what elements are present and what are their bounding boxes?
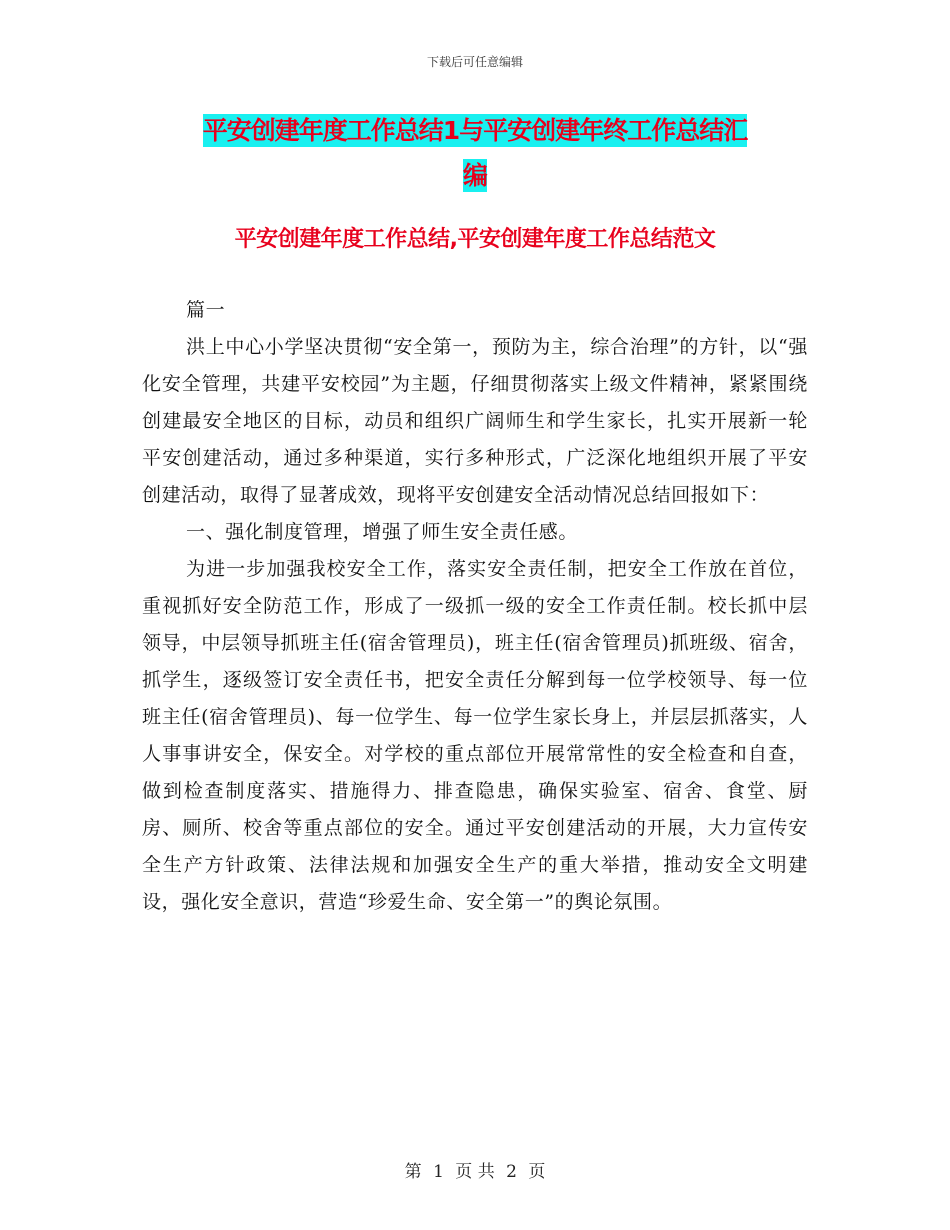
paragraph-body-1: 为进一步加强我校安全工作，落实安全责任制，把安全工作放在首位，重视抓好安全防范工作，形成了一级抓一级的安全工作责任制。校长抓中层领导，中层领导抓班主任(宿舍管理员)，班主任(宿舍管理员)抓班级、宿舍，抓学生，逐级签订安全责任书，把安全责任分解到每一位学校领导、每一位班主任(宿舍管理员)、每一位学生、每一位学生家长身上，并层层抓落实，人人事事讲安全，保安全。对学校的重点部位开展常常性的安全检查和自查，做到检查制度落实、措施得力、排查隐患，确保实验室、宿舍、食堂、厨房、厕所、校舍等重点部位的安全。通过平安创建活动的开展，大力宣传安全生产方针政策、法律法规和加强安全生产的重大举措，推动安全文明建设，强化安全意识，营造“珍爱生命、安全第一”的舆论氛围。 xyxy=(142,558,808,913)
paragraph-chapter-label: 篇一 xyxy=(186,299,226,321)
document-body xyxy=(142,292,808,921)
document-title xyxy=(150,108,800,198)
document-title-line1: 平安创建年度工作总结1与平安创建年终工作总结汇 xyxy=(202,116,748,145)
footer-total-pages: 2 xyxy=(506,1162,517,1182)
section-title: 平安创建年度工作总结,平安创建年度工作总结范文 xyxy=(234,227,716,252)
footer-prefix: 第 xyxy=(404,1162,422,1182)
page-footer xyxy=(0,1157,950,1182)
document-title-line2: 编 xyxy=(462,161,487,190)
footer-middle: 页 共 xyxy=(455,1162,495,1182)
footer-page-number: 1 xyxy=(433,1162,444,1182)
header-note: 下载后可任意编辑 xyxy=(426,55,523,69)
paragraph-heading-1: 一、强化制度管理，增强了师生安全责任感。 xyxy=(186,521,579,543)
footer-suffix: 页 xyxy=(528,1162,546,1182)
paragraph-intro: 洪上中心小学坚决贯彻“安全第一，预防为主，综合治理”的方针，以“强化安全管理，共建平安校园”为主题，仔细贯彻落实上级文件精神，紧紧围绕创建最安全地区的目标，动员和组织广阔师生和学生家长，扎实开展新一轮平安创建活动，通过多种渠道，实行多种形式，广泛深化地组织开展了平安创建活动，取得了显著成效，现将平安创建安全活动情况总结回报如下： xyxy=(142,336,808,506)
